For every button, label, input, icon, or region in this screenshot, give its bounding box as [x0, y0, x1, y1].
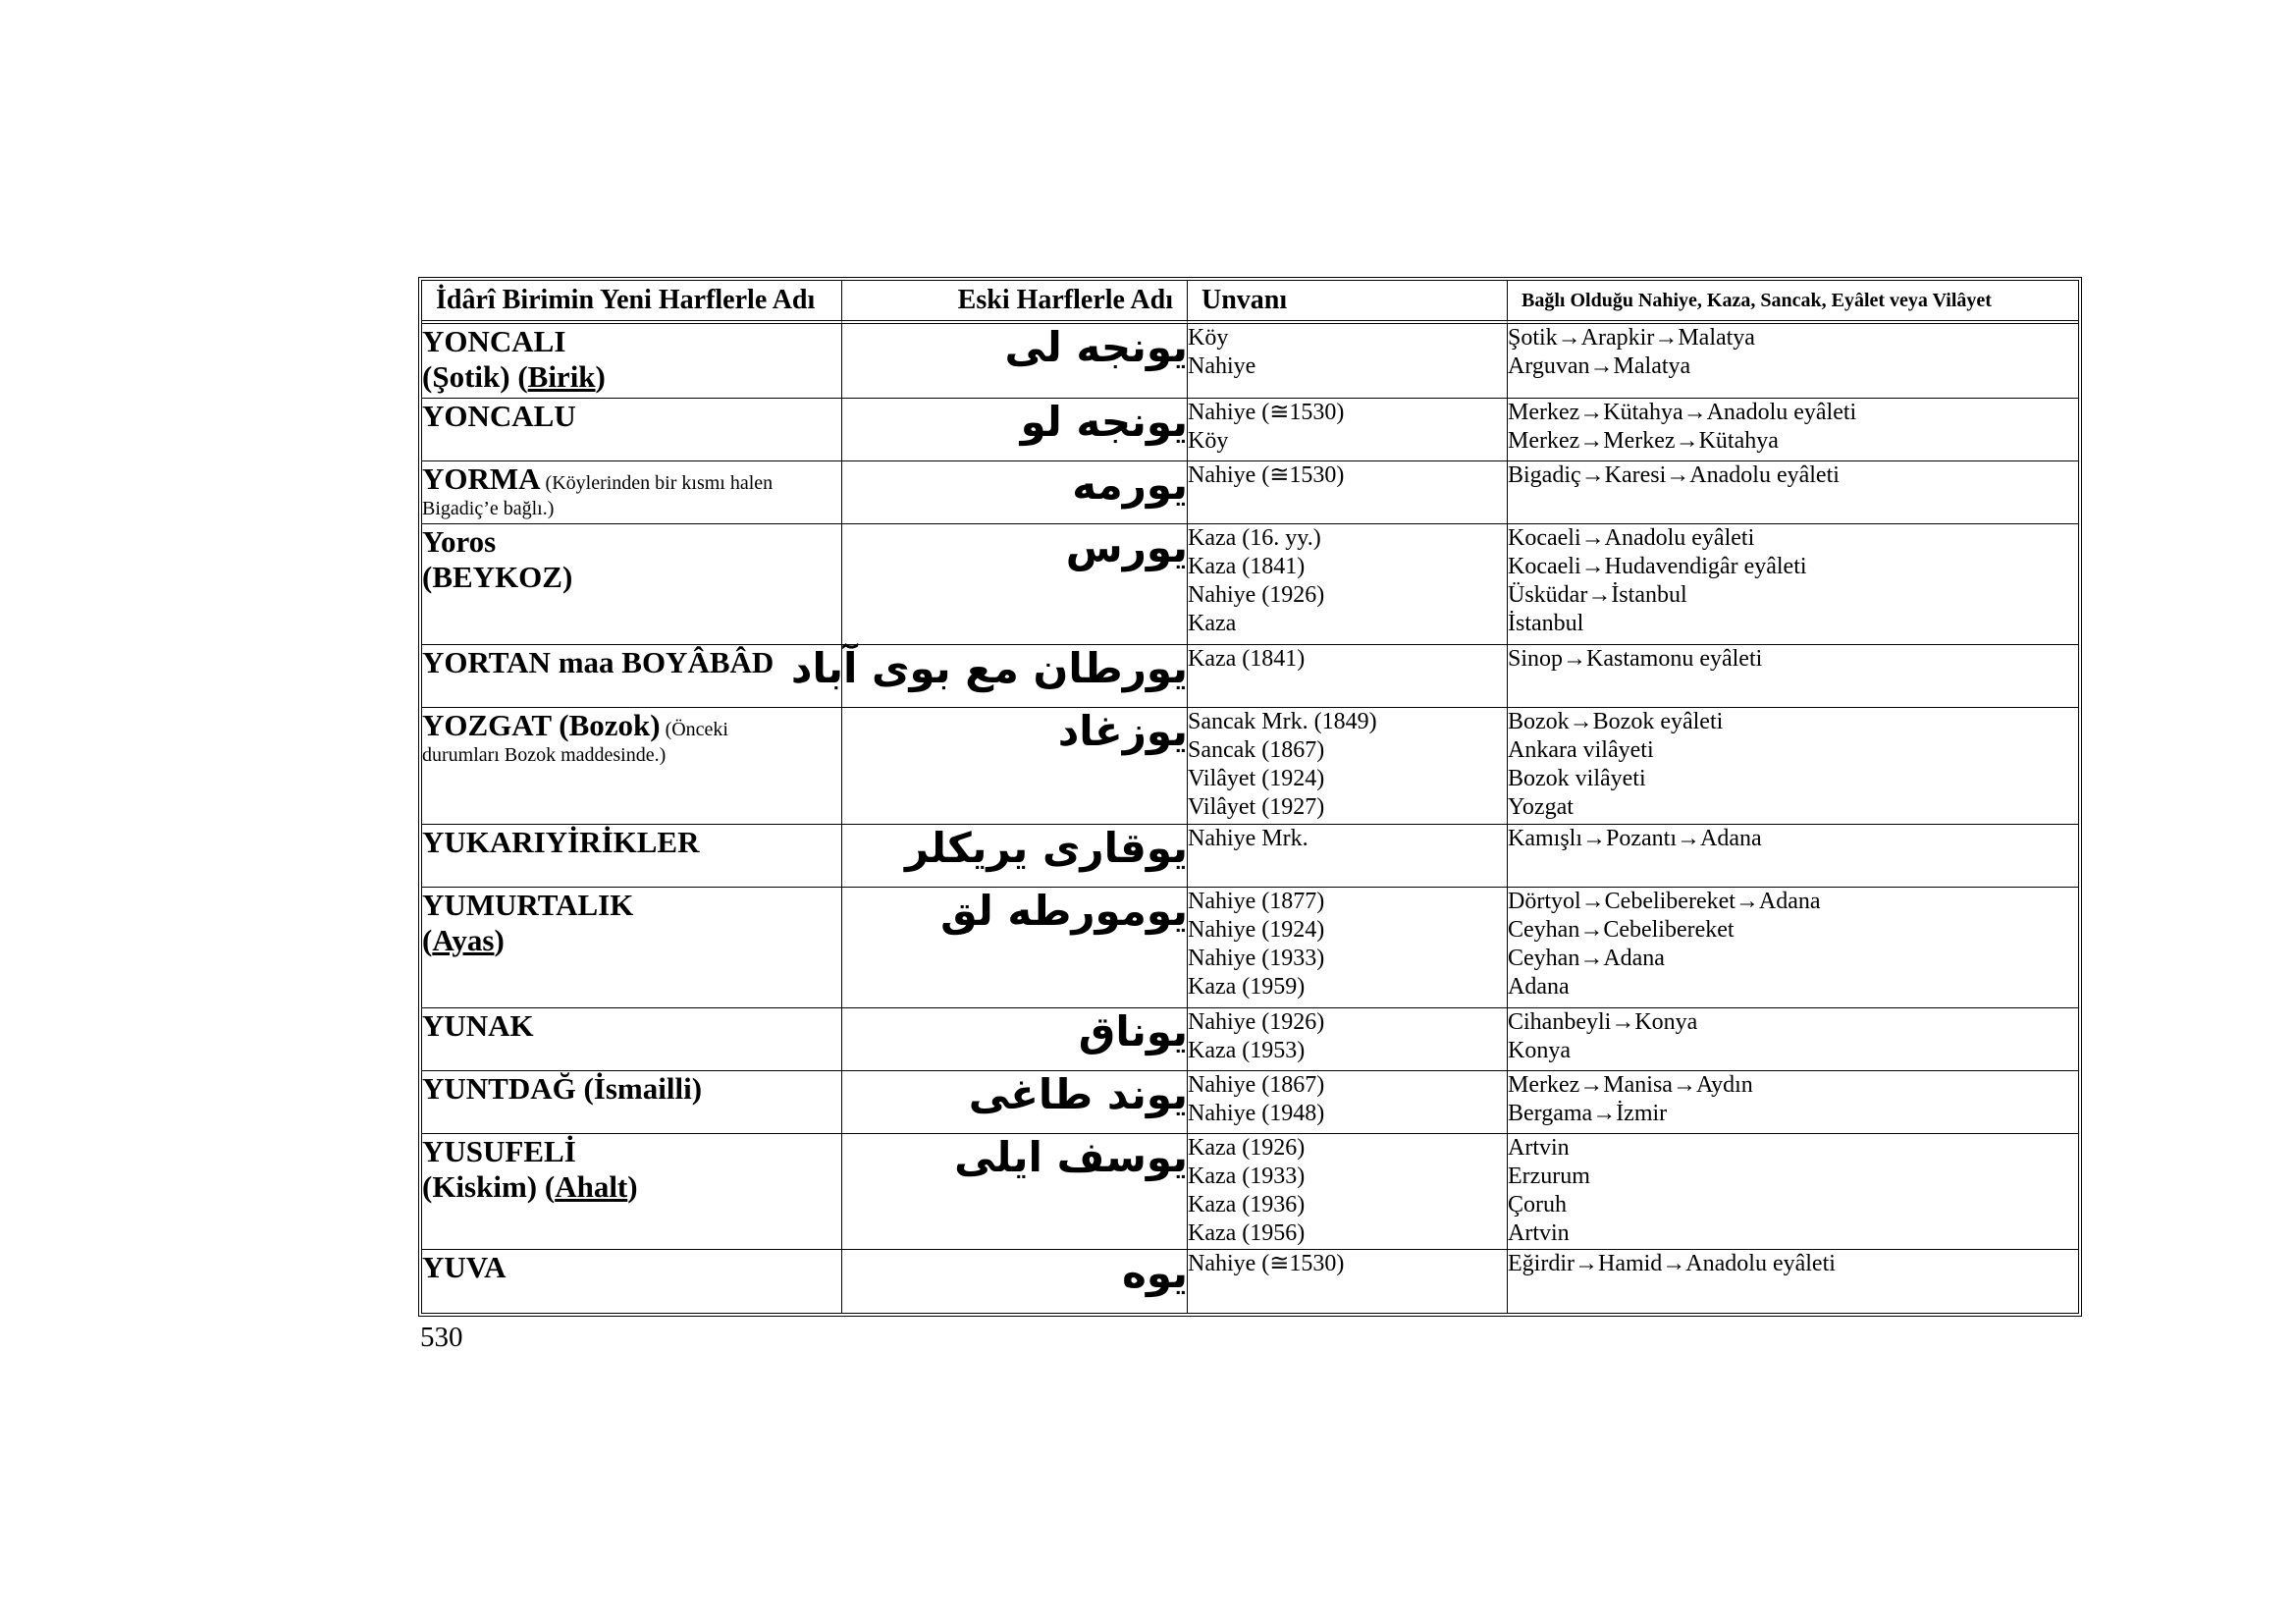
unit-name-cell	[422, 1008, 842, 1071]
unit-name-block	[422, 1071, 841, 1107]
unit-name-cell	[422, 399, 842, 461]
table-row	[422, 399, 2078, 461]
affiliation-line: Konya	[1508, 1038, 1571, 1063]
table-row	[422, 324, 2078, 399]
table-header-row	[422, 281, 2078, 324]
unit-title-cell	[1188, 1008, 1508, 1071]
unit-title: Kaza (1933)	[1188, 1164, 1306, 1189]
affiliation-cell	[1508, 461, 2078, 524]
table-row	[422, 888, 2078, 1008]
unit-note-cont: durumları Bozok maddesinde.)	[422, 744, 667, 766]
affiliation-line: Cihanbeyli→Konya	[1508, 1009, 1698, 1035]
unit-title: Köy	[1188, 325, 1229, 351]
unit-title: Kaza (16. yy.)	[1188, 525, 1321, 551]
old-script-name: یورمه	[842, 461, 1188, 524]
unit-name-cell	[422, 825, 842, 888]
unit-name: YORTAN maa BOYÂBÂD	[422, 645, 774, 679]
unit-title: Kaza (1936)	[1188, 1192, 1306, 1218]
unit-name-cell	[422, 645, 842, 708]
affiliation-line: Artvin	[1508, 1135, 1570, 1161]
affiliation-line: Kocaeli→Hudavendigâr eyâleti	[1508, 554, 1807, 579]
affiliation-cell	[1508, 708, 2078, 825]
administrative-units-table	[418, 277, 2082, 1317]
unit-name: YORMA	[422, 461, 541, 496]
unit-name-cell	[422, 1071, 842, 1134]
affiliation-line: Erzurum	[1508, 1164, 1590, 1189]
affiliation-line: Kocaeli→Anadolu eyâleti	[1508, 525, 1755, 551]
unit-note-cont: Bigadiç’e bağlı.)	[422, 498, 555, 519]
unit-title: Nahiye (1933)	[1188, 946, 1325, 971]
affiliation-line: Merkez→Merkez→Kütahya	[1508, 428, 1779, 454]
unit-alt-name	[422, 359, 841, 395]
affiliation-line: Üsküdar→İstanbul	[1508, 582, 1687, 608]
table-row	[422, 708, 2078, 825]
affiliation-cell	[1508, 825, 2078, 888]
old-script-name: یونجه لو	[842, 399, 1188, 461]
unit-title: Kaza (1959)	[1188, 974, 1306, 1000]
page-number: 530	[420, 1322, 463, 1353]
affiliation-line: Yozgat	[1508, 794, 1574, 820]
affiliation-cell	[1508, 1250, 2078, 1313]
unit-title: Sancak (1867)	[1188, 737, 1325, 763]
unit-title-cell	[1188, 324, 1508, 399]
unit-name-block	[422, 461, 841, 520]
old-script-name: یوزغاد	[842, 708, 1188, 825]
affiliation-line: Dörtyol→Cebelibereket→Adana	[1508, 889, 1821, 914]
unit-note: (Köylerinden bir kısmı halen	[540, 472, 774, 494]
table-body	[422, 324, 2078, 1313]
unit-note: (Önceki	[660, 719, 728, 740]
unit-name-cell	[422, 1134, 842, 1250]
old-script-name: یوناق	[842, 1008, 1188, 1071]
unit-title: Nahiye (1948)	[1188, 1101, 1325, 1126]
unit-title: Kaza (1841)	[1188, 646, 1306, 672]
unit-name-cell	[422, 888, 842, 1008]
affiliation-line: Eğirdir→Hamid→Anadolu eyâleti	[1508, 1251, 1836, 1276]
unit-title: Nahiye (≅1530)	[1188, 400, 1345, 425]
old-script-name: یوه	[842, 1250, 1188, 1313]
affiliation-line: Ceyhan→Adana	[1508, 946, 1665, 971]
unit-title-cell	[1188, 461, 1508, 524]
unit-alt-name-suffix: )	[494, 923, 505, 957]
unit-name-block	[422, 524, 841, 560]
unit-alt-name-prefix: (Kiskim) (	[422, 1169, 556, 1204]
affiliation-line: Merkez→Manisa→Aydın	[1508, 1072, 1753, 1098]
unit-title: Vilâyet (1927)	[1188, 794, 1325, 820]
unit-name-block	[422, 399, 841, 434]
unit-title-cell	[1188, 399, 1508, 461]
unit-title-cell	[1188, 825, 1508, 888]
unit-alt-name: (BEYKOZ)	[422, 560, 573, 594]
table-row	[422, 1008, 2078, 1071]
affiliation-cell	[1508, 1134, 2078, 1250]
unit-name-block	[422, 825, 841, 860]
affiliation-cell	[1508, 1071, 2078, 1134]
affiliation-line: Bozok→Bozok eyâleti	[1508, 709, 1724, 734]
unit-title-cell	[1188, 524, 1508, 645]
old-script-name: یورس	[842, 524, 1188, 645]
affiliation-line: Sinop→Kastamonu eyâleti	[1508, 646, 1763, 672]
unit-alt-name-suffix: )	[595, 359, 606, 394]
affiliation-line: Bergama→İzmir	[1508, 1101, 1668, 1126]
old-script-name: یوقاری یریكلر	[842, 825, 1188, 888]
unit-title: Kaza (1841)	[1188, 554, 1306, 579]
unit-name-block	[422, 888, 841, 923]
unit-title: Kaza (1956)	[1188, 1220, 1306, 1246]
unit-title: Nahiye (≅1530)	[1188, 462, 1345, 488]
unit-name: YONCALI	[422, 324, 566, 358]
header-title: Unvanı	[1188, 281, 1508, 324]
table-row	[422, 461, 2078, 524]
unit-title: Nahiye (1867)	[1188, 1072, 1325, 1098]
affiliation-line: Arguvan→Malatya	[1508, 353, 1691, 379]
unit-name-cell	[422, 524, 842, 645]
unit-alt-name-prefix: (Şotik) (	[422, 359, 528, 394]
affiliation-line: Kamışlı→Pozantı→Adana	[1508, 826, 1762, 851]
affiliation-cell	[1508, 888, 2078, 1008]
table-row	[422, 1071, 2078, 1134]
unit-title: Nahiye (1926)	[1188, 1009, 1325, 1035]
unit-title: Kaza	[1188, 611, 1237, 636]
unit-name: YUNTDAĞ (İsmailli)	[422, 1071, 703, 1106]
unit-title: Sancak Mrk. (1849)	[1188, 709, 1377, 734]
unit-title-cell	[1188, 708, 1508, 825]
unit-title: Nahiye Mrk.	[1188, 826, 1308, 851]
unit-title: Nahiye	[1188, 353, 1256, 379]
affiliation-cell	[1508, 645, 2078, 708]
unit-name: YONCALU	[422, 399, 576, 433]
affiliation-line: Bigadiç→Karesi→Anadolu eyâleti	[1508, 462, 1840, 488]
unit-name-cell	[422, 1250, 842, 1313]
unit-title: Köy	[1188, 428, 1229, 454]
unit-title: Nahiye (1926)	[1188, 582, 1325, 608]
header-old-name: Eski Harflerle Adı	[842, 281, 1188, 324]
unit-name-cell	[422, 324, 842, 399]
affiliation-cell	[1508, 524, 2078, 645]
affiliation-line: Artvin	[1508, 1220, 1570, 1246]
unit-name: YUSUFELİ	[422, 1134, 576, 1168]
unit-name-block	[422, 1250, 841, 1285]
unit-title: Kaza (1953)	[1188, 1038, 1306, 1063]
table-row	[422, 1250, 2078, 1313]
unit-alt-name-suffix: )	[627, 1169, 638, 1204]
affiliation-line: Ankara vilâyeti	[1508, 737, 1654, 763]
unit-name-block	[422, 708, 841, 767]
unit-alt-name-prefix: (	[422, 923, 433, 957]
unit-name-block	[422, 324, 841, 359]
unit-title-cell	[1188, 1071, 1508, 1134]
old-script-name: یونجه لی	[842, 324, 1188, 399]
affiliation-cell	[1508, 399, 2078, 461]
affiliation-line: Adana	[1508, 974, 1570, 1000]
unit-name-block	[422, 1134, 841, 1169]
unit-name: YUNAK	[422, 1008, 534, 1043]
unit-name: YUKARIYİRİKLER	[422, 825, 700, 859]
unit-name-block	[422, 645, 841, 680]
unit-title: Nahiye (1924)	[1188, 917, 1325, 943]
unit-title: Nahiye (≅1530)	[1188, 1251, 1345, 1276]
unit-title: Nahiye (1877)	[1188, 889, 1325, 914]
unit-name-cell	[422, 708, 842, 825]
unit-title-cell	[1188, 1250, 1508, 1313]
unit-title-cell	[1188, 888, 1508, 1008]
affiliation-line: Merkez→Kütahya→Anadolu eyâleti	[1508, 400, 1857, 425]
affiliation-cell	[1508, 324, 2078, 399]
unit-alt-name	[422, 923, 841, 958]
unit-name-block	[422, 1008, 841, 1044]
unit-title: Vilâyet (1924)	[1188, 766, 1325, 791]
unit-name: YUMURTALIK	[422, 888, 634, 922]
table-row	[422, 645, 2078, 708]
affiliation-line: Ceyhan→Cebelibereket	[1508, 917, 1735, 943]
header-new-name: İdârî Birimin Yeni Harflerle Adı	[422, 281, 842, 324]
unit-title-cell	[1188, 645, 1508, 708]
unit-alt-name-underlined: Ayas	[432, 923, 495, 957]
unit-alt-name-underlined: Ahalt	[555, 1169, 628, 1204]
old-script-name: یوند طاغی	[842, 1071, 1188, 1134]
unit-name: YOZGAT (Bozok)	[422, 708, 661, 742]
affiliation-cell	[1508, 1008, 2078, 1071]
table-row	[422, 1134, 2078, 1250]
table-row	[422, 524, 2078, 645]
old-script-name: یومورطه لق	[842, 888, 1188, 1008]
unit-alt-name-underlined: Birik	[527, 359, 596, 394]
unit-alt-name	[422, 1169, 841, 1205]
header-affiliation: Bağlı Olduğu Nahiye, Kaza, Sancak, Eyâlet veya Vilâyet	[1508, 281, 2078, 324]
table-row	[422, 825, 2078, 888]
affiliation-line: İstanbul	[1508, 611, 1584, 636]
unit-name: Yoros	[422, 524, 497, 559]
unit-name: YUVA	[422, 1250, 507, 1284]
unit-title: Kaza (1926)	[1188, 1135, 1306, 1161]
affiliation-line: Çoruh	[1508, 1192, 1567, 1218]
affiliation-line: Bozok vilâyeti	[1508, 766, 1646, 791]
affiliation-line: Şotik→Arapkir→Malatya	[1508, 325, 1755, 351]
unit-title-cell	[1188, 1134, 1508, 1250]
old-script-name: یوسف ایلی	[842, 1134, 1188, 1250]
old-script-name: یورطان مع بوی آباد	[842, 645, 1188, 708]
unit-name-cell	[422, 461, 842, 524]
